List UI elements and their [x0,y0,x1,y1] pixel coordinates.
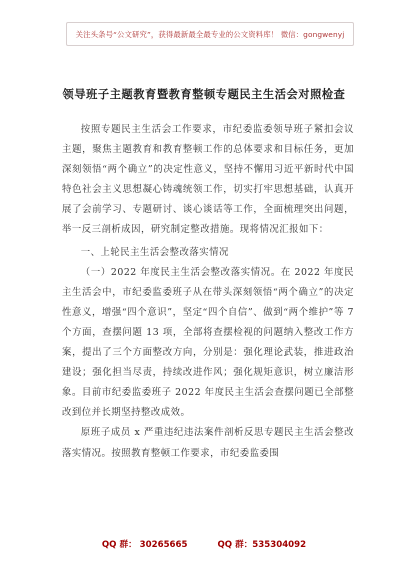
subsection-paragraph: （一）2022 年度民主生活会整改落实情况。在 2022 年度民主生活会中，市纪委监委班子从在带头深刻领悟“两个确立”的决定性意义，增强“四个意识”，坚定“四个自信”、做到“两个维护”等 7 个方面，查摆问题 13 项，全部将查摆检视的问题纳入整改工作方案，提出了三个方面整改方向，分别是：强化理论武装，推进政治建设；强化担当尽责，持续改进作风；强化规矩意识，树立廉洁形象。目前市纪委监委班子 2022 年度民主生活会查摆问题已全部整改到位并长期坚持整改成效。 [62,266,354,419]
document-title: 领导班子主题教育暨教育整顿专题民主生活会对照检查 [62,88,346,101]
qq-group-2: QQ 群：535304092 [217,540,307,550]
body-paragraph: 原班子成员 x 严重违纪违法案件剖析反思专题民主生活会整改落实情况。按照教育整顿工作要求，市纪委监委围 [62,427,354,459]
promo-banner: 关注头条号“公文研究”，获得最新最全最专业的公文资料库！ 微信：gongwenyj [66,22,354,46]
footer-contacts [0,538,408,550]
qq-group-1: QQ 群： 30265665 [101,540,188,550]
intro-paragraph: 按照专题民主生活会工作要求，市纪委监委领导班子紧扣会议主题，聚焦主题教育和教育整顿工作的总体要求和目标任务，更加深刻领悟“两个确立”的决定性意义，坚持不懈用习近平新时代中国特色社会主义思想凝心铸魂统领工作，切实打牢思想基础，认真开展了会前学习、专题研讨、谈心谈话等工作，全面梳理突出问题，举一反三剖析成因，研究制定整改措施。现将情况汇报如下： [62,124,354,236]
section-heading: 一、上轮民主生活会整改落实情况 [80,246,229,258]
document-body [62,120,354,464]
